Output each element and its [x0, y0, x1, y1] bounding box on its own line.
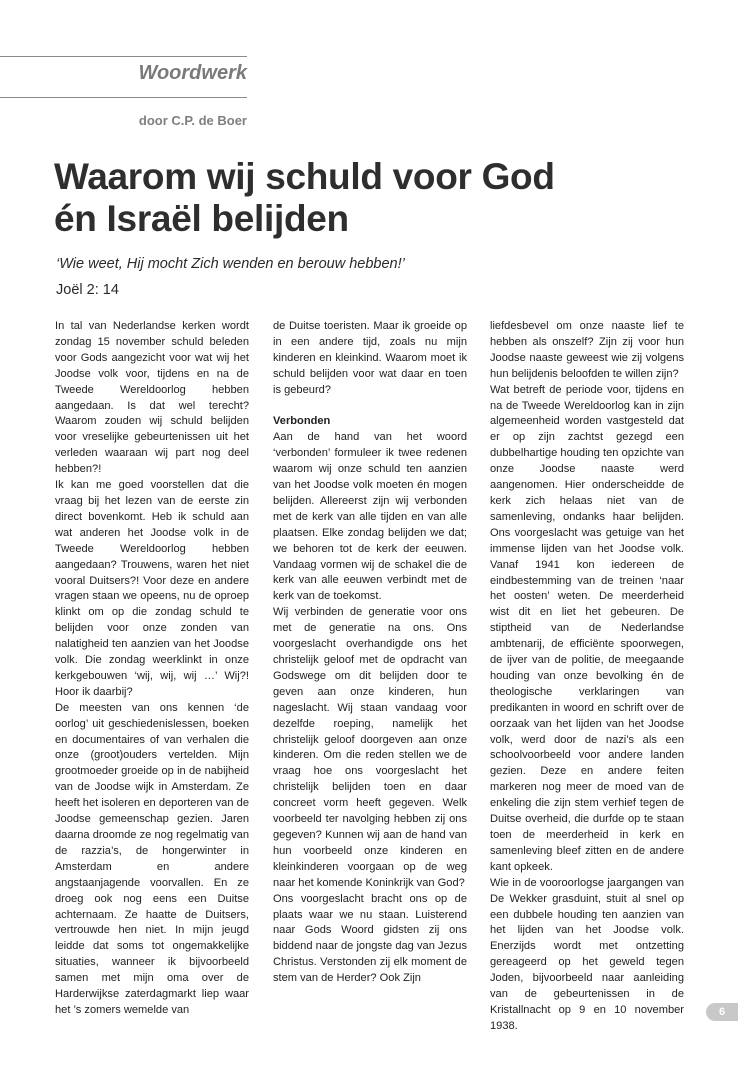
bible-quote: ‘Wie weet, Hij mocht Zich wenden en berouw hebben!’: [56, 256, 405, 272]
bible-reference: Joël 2: 14: [56, 282, 119, 298]
header-rule-top: [0, 56, 247, 57]
article-title-line-2: én Israël belijden: [54, 198, 349, 239]
article-title: [54, 156, 694, 240]
paragraph: de Duitse toeristen. Maar ik groeide op in een andere tijd, zoals nu mijn kinderen en kleinkind. Waarom moet ik schuld belijden voor wat daar en toen is gebeurd?: [273, 320, 467, 396]
body-column-1: [55, 319, 249, 1019]
paragraph: Wie in de vooroorlogse jaargangen van De Wekker grasduint, stuit al snel op een dubbele houding ten aanzien van het lijden van het Joodse volk. Enerzijds wordt met ontzetting gereageerd op het geweld tegen Joden, bijvoorbeeld naar aanleiding van de gebeurtenissen in de Kristallnacht op 9 en 10 november 1938.: [490, 876, 684, 1032]
paragraph-gap: [273, 399, 467, 415]
header-rule-bottom: [0, 97, 247, 98]
paragraph: Aan de hand van het woord ‘verbonden’ formuleer ik twee redenen waarom wij onze schuld ten aanzien van het Joodse volk moeten én mogen belijden. Allereerst zijn wij verbonden met de kerk van alle tijden en van alle plaatsen. Elke zondag belijden we dat; we behoren tot de kerk der eeuwen. Vandaag vormen wij de schakel die de kerk van alle eeuwen verbindt met de kerk van de toekomst.: [273, 431, 467, 603]
body-column-3: [490, 319, 684, 1035]
paragraph: Ons voorgeslacht bracht ons op de plaats waar we nu staan. Luisterend naar Gods Woord gidsten zij ons biddend naar de jongste dag van Jezus Christus. Verstonden zij elk moment de stem van de Herder? Ook Zijn: [273, 892, 467, 985]
paragraph: De meesten van ons kennen ‘de oorlog’ uit geschiedenislessen, boeken en documentaires of van verhalen die onze (groot)ouders vertelden. Mijn grootmoeder groeide op in de nabijheid van de Joodse wijk in Amsterdam. Ze heeft het isoleren en deporteren van de Joodse gemeenschap gezien. Jaren daarna droomde ze nog regelmatig van de razzia’s, de hongerwinter in Amsterdam en andere angstaanjagende voorvallen. En ze droeg ook nog eens een Duitse achternaam. Ze haatte de Duitsers, vertrouwde hen niet. In mijn jeugd leidde dat soms tot ongemakkelijke situaties, wanneer ik bijvoorbeeld samen met mijn oma over de Harderwijkse zaterdagmarkt liep waar het ’s zomers wemelde van: [55, 701, 249, 1016]
body-column-2: [273, 319, 467, 987]
article-title-line-1: Waarom wij schuld voor God: [54, 156, 555, 197]
paragraph: In tal van Nederlandse kerken wordt zondag 15 november schuld beleden voor Gods aangezicht voor wat wij het Joodse volk voor, tijdens en na de Tweede Wereldoorlog hebben aangedaan. Is dat wel terecht? Waarom zouden wij schuld belijden voor vreselijke gebeurtenissen uit het verleden waaraan wij part nog deel hebben?!: [55, 320, 249, 476]
subheading-verbonden: Verbonden: [273, 415, 331, 428]
page-number: 6: [706, 1003, 738, 1021]
paragraph: Ik kan me goed voorstellen dat die vraag bij het lezen van de eerste zin direct bovenkomt. Heb ik schuld aan wat anderen het Joodse volk in de Tweede Wereldoorlog hebben aangedaan? Trouwens, waren het niet vooral Duitsers?! Voor deze en andere vragen staan we opeens, nu de oproep klinkt om op die zondag schuld te belijden voor onze zonden van nalatigheid ten aanzien van het Joodse volk. Die zondag weerklinkt in onze kerkgebouwen ‘wij, wij, wij …’ Wij?! Hoor ik daarbij?: [55, 479, 249, 698]
section-title: Woordwerk: [138, 62, 247, 84]
author-byline: door C.P. de Boer: [138, 113, 247, 128]
paragraph: Wij verbinden de generatie voor ons met de generatie na ons. Ons voorgeslacht overhandigde ons het christelijk geloof met de opdracht van Godswege om dit belijden door te geven aan onze kinderen, hun nageslacht. Wij staan vandaag voor dezelfde roeping, namelijk het christelijk geloof doorgeven aan onze kinderen. Om die reden stellen we de vraag hoe ons voorgeslacht het christelijk belijden toen en daar concreet vorm heeft gegeven. Welk voorbeeld ter navolging hebben zij ons gegeven? Kunnen wij aan de hand van hun voorbeeld onze kinderen en kleinkinderen voorgaan op de weg naar het komende Koninkrijk van God?: [273, 606, 467, 889]
paragraph: liefdesbevel om onze naaste lief te hebben als onszelf? Zijn zij voor hun Joodse naaste geweest wie zij volgens hun belijdenis beloofden te willen zijn?: [490, 320, 684, 380]
paragraph: Wat betreft de periode voor, tijdens en na de Tweede Wereldoorlog kan in zijn algemeenheid worden vastgesteld dat er op zijn zachtst gezegd een dubbelhartige houding ten opzichte van onze Joodse naaste werd aangenomen. Hier onderscheidde de kerk zich helaas niet van de samenleving, ondanks haar belijden. Ons voorgeslacht was getuige van het immense lijden van het Joodse volk. Vanaf 1941 kon iedereen de eindbestemming van de treinen ‘naar het oosten’ weten. De meerderheid wist dit en liet het gebeuren. De stiptheid van de Nederlandse ambtenarij, de efficiënte spoorwegen, de ijver van de politie, de meegaande houding van onze bevolking én de theologische verklaringen van predikanten in woord en schrift over de oorzaak van het lijden van het Joodse volk, werd door de nazi’s als een schoolvoorbeeld voor andere landen gezien. Deze en andere feiten markeren nog meer de moed van de enkeling die zijn stem verhief tegen de Duitse overheid, die durfde op te staan toen de meerderheid in kerk en samenleving bleef zitten en de andere kant opkeek.: [490, 383, 684, 873]
